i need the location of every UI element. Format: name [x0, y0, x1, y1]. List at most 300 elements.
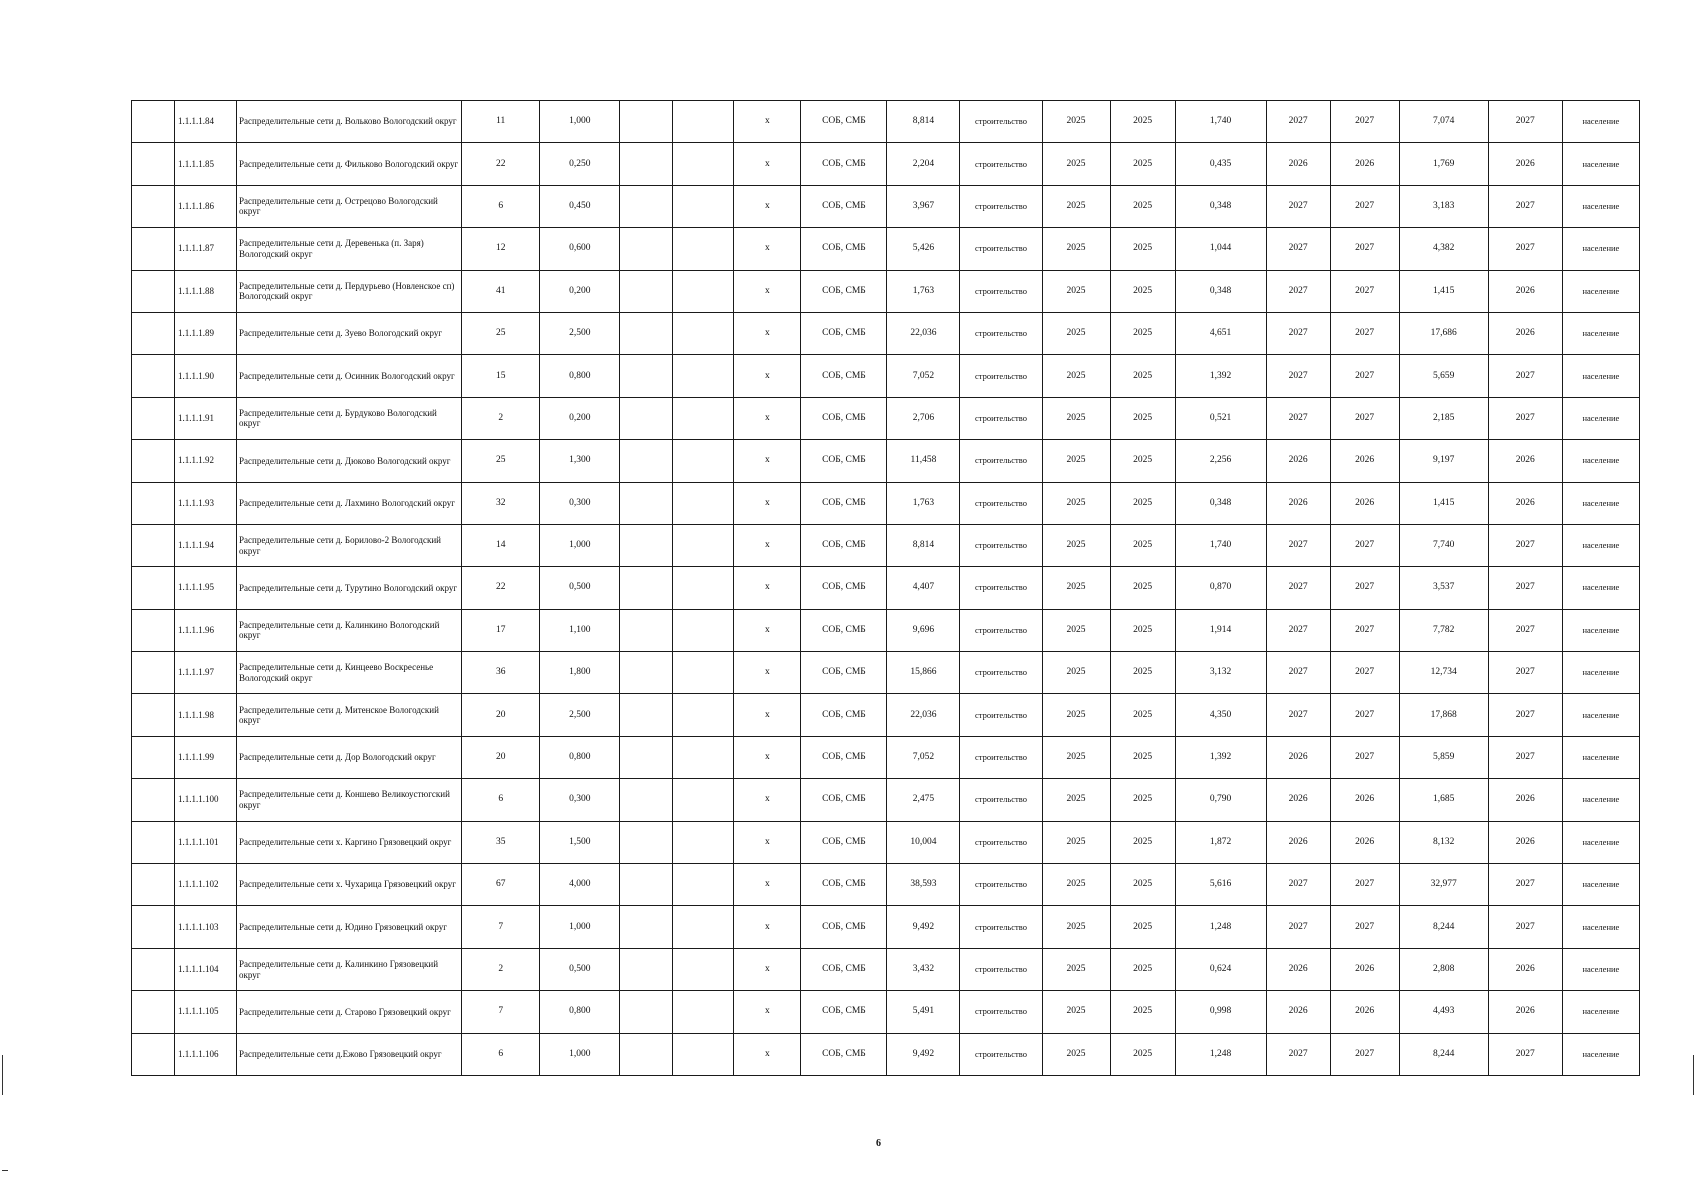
cell-n1: 2: [462, 948, 540, 990]
cell-y4: 2026: [1330, 482, 1399, 524]
cell-y5: 2027: [1488, 567, 1562, 609]
cell-v2: 4,382: [1399, 228, 1488, 270]
cell-src: СОБ, СМБ: [801, 652, 887, 694]
cell-c5: [673, 270, 734, 312]
cell-y2: 2025: [1110, 355, 1175, 397]
table-row: [132, 779, 1640, 821]
cell-c4: [620, 864, 673, 906]
cell-v1: 3,132: [1175, 652, 1266, 694]
cell-cat: население: [1562, 821, 1639, 863]
cell-type: строительство: [960, 270, 1042, 312]
cell-y3: 2027: [1266, 228, 1330, 270]
cell-y5: 2027: [1488, 864, 1562, 906]
cell-v1: 0,870: [1175, 567, 1266, 609]
cell-y2: 2025: [1110, 228, 1175, 270]
cell-v2: 1,685: [1399, 779, 1488, 821]
cell-sum: 15,866: [887, 652, 960, 694]
cell-n2: 4,000: [540, 864, 620, 906]
cell-n1: 32: [462, 482, 540, 524]
cell-y1: 2025: [1042, 609, 1110, 651]
cell-y4: 2026: [1330, 779, 1399, 821]
cell-cat: население: [1562, 524, 1639, 566]
cell-c5: [673, 185, 734, 227]
cell-y5: 2026: [1488, 779, 1562, 821]
cell-sum: 3,967: [887, 185, 960, 227]
cell-y1: 2025: [1042, 440, 1110, 482]
cell-v2: 2,185: [1399, 397, 1488, 439]
cell-y2: 2025: [1110, 906, 1175, 948]
cell-c4: [620, 228, 673, 270]
table-row: [132, 906, 1640, 948]
cell-type: строительство: [960, 228, 1042, 270]
cell-cat: население: [1562, 482, 1639, 524]
cell-v2: 5,859: [1399, 736, 1488, 778]
table-row: [132, 1033, 1640, 1075]
cell-blank: [132, 524, 175, 566]
cell-x: x: [734, 185, 801, 227]
cell-y2: 2025: [1110, 1033, 1175, 1075]
cell-y5: 2027: [1488, 101, 1562, 143]
cell-y4: 2026: [1330, 991, 1399, 1033]
cell-x: x: [734, 906, 801, 948]
cell-n2: 1,000: [540, 524, 620, 566]
table-row: [132, 143, 1640, 185]
cell-x: x: [734, 482, 801, 524]
cell-code: 1.1.1.1.99: [175, 736, 237, 778]
table-row: [132, 694, 1640, 736]
cell-name: Распределительные сети д. Зуево Вологодский округ: [237, 312, 462, 354]
cell-y3: 2027: [1266, 312, 1330, 354]
cell-c5: [673, 143, 734, 185]
cell-c5: [673, 864, 734, 906]
cell-src: СОБ, СМБ: [801, 736, 887, 778]
cell-x: x: [734, 440, 801, 482]
cell-c5: [673, 355, 734, 397]
cell-code: 1.1.1.1.94: [175, 524, 237, 566]
cell-blank: [132, 397, 175, 439]
cell-y5: 2027: [1488, 185, 1562, 227]
cell-y1: 2025: [1042, 736, 1110, 778]
cell-sum: 2,475: [887, 779, 960, 821]
cell-cat: население: [1562, 948, 1639, 990]
cell-sum: 8,814: [887, 101, 960, 143]
cell-y3: 2026: [1266, 736, 1330, 778]
page-number: 6: [876, 1138, 881, 1149]
cell-y1: 2025: [1042, 694, 1110, 736]
cell-v2: 8,244: [1399, 1033, 1488, 1075]
cell-y4: 2027: [1330, 694, 1399, 736]
cell-v1: 1,044: [1175, 228, 1266, 270]
cell-y5: 2027: [1488, 694, 1562, 736]
cell-sum: 1,763: [887, 270, 960, 312]
cell-y1: 2025: [1042, 652, 1110, 694]
cell-y1: 2025: [1042, 143, 1110, 185]
cell-n2: 1,500: [540, 821, 620, 863]
cell-code: 1.1.1.1.92: [175, 440, 237, 482]
cell-type: строительство: [960, 609, 1042, 651]
cell-n1: 6: [462, 779, 540, 821]
cell-c4: [620, 312, 673, 354]
cell-n1: 6: [462, 1033, 540, 1075]
cell-v2: 3,537: [1399, 567, 1488, 609]
cell-c4: [620, 991, 673, 1033]
cell-y2: 2025: [1110, 694, 1175, 736]
cell-v1: 5,616: [1175, 864, 1266, 906]
cell-n1: 6: [462, 185, 540, 227]
cell-y3: 2027: [1266, 185, 1330, 227]
cell-n1: 22: [462, 143, 540, 185]
cell-y1: 2025: [1042, 948, 1110, 990]
cell-name: Распределительные сети д. Пердурьево (Новленское сп) Вологодский округ: [237, 270, 462, 312]
cell-cat: население: [1562, 609, 1639, 651]
cell-v1: 0,521: [1175, 397, 1266, 439]
cell-y2: 2025: [1110, 567, 1175, 609]
cell-n1: 2: [462, 397, 540, 439]
cell-name: Распределительные сети х. Чухарица Грязовецкий округ: [237, 864, 462, 906]
cell-cat: население: [1562, 440, 1639, 482]
cell-v2: 1,769: [1399, 143, 1488, 185]
cell-y4: 2027: [1330, 906, 1399, 948]
cell-cat: население: [1562, 101, 1639, 143]
cell-sum: 8,814: [887, 524, 960, 566]
cell-type: строительство: [960, 1033, 1042, 1075]
cell-cat: население: [1562, 355, 1639, 397]
cell-n2: 1,000: [540, 101, 620, 143]
table-row: [132, 397, 1640, 439]
cell-type: строительство: [960, 482, 1042, 524]
cell-code: 1.1.1.1.95: [175, 567, 237, 609]
cell-blank: [132, 440, 175, 482]
cell-y1: 2025: [1042, 567, 1110, 609]
cell-c5: [673, 736, 734, 778]
cell-x: x: [734, 652, 801, 694]
cell-cat: население: [1562, 864, 1639, 906]
cell-y2: 2025: [1110, 609, 1175, 651]
cell-y4: 2027: [1330, 397, 1399, 439]
cell-blank: [132, 101, 175, 143]
cell-blank: [132, 948, 175, 990]
cell-type: строительство: [960, 185, 1042, 227]
cell-v2: 9,197: [1399, 440, 1488, 482]
cell-v1: 1,248: [1175, 1033, 1266, 1075]
scan-edge-mark: [2, 1055, 3, 1095]
cell-code: 1.1.1.1.101: [175, 821, 237, 863]
cell-y2: 2025: [1110, 143, 1175, 185]
cell-n2: 1,100: [540, 609, 620, 651]
cell-code: 1.1.1.1.87: [175, 228, 237, 270]
cell-v1: 1,872: [1175, 821, 1266, 863]
cell-y2: 2025: [1110, 652, 1175, 694]
cell-name: Распределительные сети д. Фильково Вологодский округ: [237, 143, 462, 185]
cell-v1: 0,348: [1175, 270, 1266, 312]
cell-y3: 2026: [1266, 948, 1330, 990]
cell-src: СОБ, СМБ: [801, 101, 887, 143]
cell-blank: [132, 355, 175, 397]
cell-blank: [132, 694, 175, 736]
cell-y1: 2025: [1042, 821, 1110, 863]
cell-blank: [132, 143, 175, 185]
cell-n1: 17: [462, 609, 540, 651]
cell-y4: 2027: [1330, 609, 1399, 651]
cell-c5: [673, 609, 734, 651]
cell-n1: 14: [462, 524, 540, 566]
cell-sum: 11,458: [887, 440, 960, 482]
table-row: [132, 355, 1640, 397]
cell-y3: 2027: [1266, 906, 1330, 948]
cell-v2: 5,659: [1399, 355, 1488, 397]
cell-y4: 2027: [1330, 1033, 1399, 1075]
cell-y1: 2025: [1042, 312, 1110, 354]
investment-program-table: [131, 100, 1640, 1076]
cell-c5: [673, 948, 734, 990]
cell-y3: 2027: [1266, 864, 1330, 906]
cell-code: 1.1.1.1.100: [175, 779, 237, 821]
cell-y4: 2026: [1330, 143, 1399, 185]
cell-sum: 22,036: [887, 312, 960, 354]
cell-y2: 2025: [1110, 864, 1175, 906]
cell-sum: 4,407: [887, 567, 960, 609]
cell-sum: 3,432: [887, 948, 960, 990]
cell-cat: население: [1562, 694, 1639, 736]
cell-name: Распределительные сети д.Ежово Грязовецкий округ: [237, 1033, 462, 1075]
cell-v2: 7,074: [1399, 101, 1488, 143]
cell-y5: 2027: [1488, 1033, 1562, 1075]
cell-code: 1.1.1.1.93: [175, 482, 237, 524]
cell-y3: 2027: [1266, 1033, 1330, 1075]
cell-v2: 7,782: [1399, 609, 1488, 651]
cell-src: СОБ, СМБ: [801, 567, 887, 609]
cell-x: x: [734, 609, 801, 651]
cell-name: Распределительные сети д. Кинцеево Воскресенье Вологодский округ: [237, 652, 462, 694]
cell-code: 1.1.1.1.96: [175, 609, 237, 651]
table-row: [132, 228, 1640, 270]
cell-x: x: [734, 312, 801, 354]
cell-x: x: [734, 779, 801, 821]
cell-y4: 2027: [1330, 355, 1399, 397]
cell-x: x: [734, 1033, 801, 1075]
cell-y2: 2025: [1110, 524, 1175, 566]
cell-v1: 0,348: [1175, 185, 1266, 227]
cell-src: СОБ, СМБ: [801, 482, 887, 524]
cell-x: x: [734, 355, 801, 397]
cell-type: строительство: [960, 948, 1042, 990]
cell-blank: [132, 567, 175, 609]
cell-y2: 2025: [1110, 482, 1175, 524]
cell-v1: 1,248: [1175, 906, 1266, 948]
cell-y5: 2026: [1488, 991, 1562, 1033]
cell-cat: население: [1562, 1033, 1639, 1075]
cell-n1: 12: [462, 228, 540, 270]
cell-v1: 0,624: [1175, 948, 1266, 990]
cell-x: x: [734, 143, 801, 185]
cell-v2: 7,740: [1399, 524, 1488, 566]
cell-c4: [620, 948, 673, 990]
cell-n2: 0,300: [540, 482, 620, 524]
cell-c4: [620, 779, 673, 821]
cell-type: строительство: [960, 440, 1042, 482]
table-row: [132, 991, 1640, 1033]
cell-code: 1.1.1.1.102: [175, 864, 237, 906]
cell-y1: 2025: [1042, 270, 1110, 312]
cell-y3: 2027: [1266, 397, 1330, 439]
cell-c4: [620, 397, 673, 439]
cell-v1: 1,392: [1175, 736, 1266, 778]
cell-n2: 0,500: [540, 948, 620, 990]
cell-code: 1.1.1.1.104: [175, 948, 237, 990]
cell-n2: 0,600: [540, 228, 620, 270]
table-row: [132, 609, 1640, 651]
cell-y1: 2025: [1042, 185, 1110, 227]
cell-c5: [673, 652, 734, 694]
cell-type: строительство: [960, 864, 1042, 906]
cell-code: 1.1.1.1.85: [175, 143, 237, 185]
cell-cat: население: [1562, 185, 1639, 227]
cell-x: x: [734, 948, 801, 990]
cell-y5: 2027: [1488, 355, 1562, 397]
cell-y1: 2025: [1042, 991, 1110, 1033]
cell-n1: 25: [462, 312, 540, 354]
cell-n2: 0,500: [540, 567, 620, 609]
cell-c4: [620, 185, 673, 227]
cell-c4: [620, 143, 673, 185]
cell-y1: 2025: [1042, 355, 1110, 397]
cell-v1: 4,651: [1175, 312, 1266, 354]
cell-sum: 2,204: [887, 143, 960, 185]
cell-y3: 2026: [1266, 821, 1330, 863]
table-row: [132, 736, 1640, 778]
cell-v2: 17,686: [1399, 312, 1488, 354]
cell-name: Распределительные сети д. Острецово Вологодский округ: [237, 185, 462, 227]
cell-y4: 2027: [1330, 312, 1399, 354]
cell-x: x: [734, 991, 801, 1033]
cell-sum: 22,036: [887, 694, 960, 736]
cell-c4: [620, 821, 673, 863]
cell-y3: 2027: [1266, 101, 1330, 143]
cell-blank: [132, 312, 175, 354]
cell-blank: [132, 991, 175, 1033]
cell-y2: 2025: [1110, 779, 1175, 821]
cell-cat: население: [1562, 143, 1639, 185]
cell-v2: 3,183: [1399, 185, 1488, 227]
cell-n2: 0,200: [540, 270, 620, 312]
cell-sum: 9,492: [887, 906, 960, 948]
cell-blank: [132, 864, 175, 906]
cell-name: Распределительные сети д. Вольково Вологодский округ: [237, 101, 462, 143]
cell-y3: 2026: [1266, 779, 1330, 821]
cell-y3: 2027: [1266, 652, 1330, 694]
cell-y4: 2027: [1330, 185, 1399, 227]
cell-y4: 2027: [1330, 864, 1399, 906]
cell-code: 1.1.1.1.90: [175, 355, 237, 397]
cell-type: строительство: [960, 991, 1042, 1033]
cell-src: СОБ, СМБ: [801, 397, 887, 439]
cell-src: СОБ, СМБ: [801, 906, 887, 948]
cell-y2: 2025: [1110, 185, 1175, 227]
cell-name: Распределительные сети д. Старово Грязовецкий округ: [237, 991, 462, 1033]
cell-c5: [673, 567, 734, 609]
cell-y2: 2025: [1110, 948, 1175, 990]
cell-y5: 2026: [1488, 270, 1562, 312]
cell-y2: 2025: [1110, 736, 1175, 778]
cell-y2: 2025: [1110, 101, 1175, 143]
cell-y2: 2025: [1110, 397, 1175, 439]
cell-blank: [132, 185, 175, 227]
cell-n2: 0,800: [540, 991, 620, 1033]
cell-src: СОБ, СМБ: [801, 312, 887, 354]
cell-code: 1.1.1.1.91: [175, 397, 237, 439]
cell-sum: 2,706: [887, 397, 960, 439]
cell-c5: [673, 1033, 734, 1075]
cell-x: x: [734, 694, 801, 736]
cell-x: x: [734, 270, 801, 312]
cell-sum: 5,491: [887, 991, 960, 1033]
cell-code: 1.1.1.1.84: [175, 101, 237, 143]
cell-code: 1.1.1.1.86: [175, 185, 237, 227]
table-row: [132, 948, 1640, 990]
cell-name: Распределительные сети д. Турутино Вологодский округ: [237, 567, 462, 609]
cell-y3: 2027: [1266, 524, 1330, 566]
cell-type: строительство: [960, 821, 1042, 863]
cell-sum: 5,426: [887, 228, 960, 270]
cell-n1: 41: [462, 270, 540, 312]
cell-y5: 2026: [1488, 482, 1562, 524]
cell-blank: [132, 906, 175, 948]
table-body: [132, 101, 1640, 1076]
cell-blank: [132, 609, 175, 651]
cell-n1: 20: [462, 736, 540, 778]
cell-blank: [132, 779, 175, 821]
cell-y4: 2027: [1330, 736, 1399, 778]
table-row: [132, 652, 1640, 694]
cell-name: Распределительные сети д. Бурдуково Вологодский округ: [237, 397, 462, 439]
cell-src: СОБ, СМБ: [801, 143, 887, 185]
cell-y3: 2027: [1266, 355, 1330, 397]
cell-y3: 2027: [1266, 270, 1330, 312]
table-row: [132, 482, 1640, 524]
cell-v2: 8,244: [1399, 906, 1488, 948]
cell-name: Распределительные сети д. Деревенька (п. Заря) Вологодский округ: [237, 228, 462, 270]
cell-c4: [620, 1033, 673, 1075]
cell-name: Распределительные сети д. Борилово-2 Вологодский округ: [237, 524, 462, 566]
cell-v1: 1,740: [1175, 101, 1266, 143]
cell-type: строительство: [960, 524, 1042, 566]
cell-code: 1.1.1.1.106: [175, 1033, 237, 1075]
cell-sum: 38,593: [887, 864, 960, 906]
cell-v2: 2,808: [1399, 948, 1488, 990]
cell-c4: [620, 101, 673, 143]
cell-y2: 2025: [1110, 270, 1175, 312]
cell-y1: 2025: [1042, 779, 1110, 821]
cell-y4: 2027: [1330, 567, 1399, 609]
cell-name: Распределительные сети д. Дор Вологодский округ: [237, 736, 462, 778]
cell-c5: [673, 482, 734, 524]
table-row: [132, 312, 1640, 354]
cell-cat: население: [1562, 779, 1639, 821]
cell-y3: 2026: [1266, 143, 1330, 185]
cell-y3: 2027: [1266, 609, 1330, 651]
cell-code: 1.1.1.1.105: [175, 991, 237, 1033]
cell-src: СОБ, СМБ: [801, 228, 887, 270]
cell-c5: [673, 906, 734, 948]
cell-y5: 2026: [1488, 948, 1562, 990]
cell-v1: 0,998: [1175, 991, 1266, 1033]
cell-y5: 2027: [1488, 228, 1562, 270]
cell-y5: 2026: [1488, 312, 1562, 354]
cell-y4: 2026: [1330, 440, 1399, 482]
table-row: [132, 864, 1640, 906]
cell-y1: 2025: [1042, 397, 1110, 439]
cell-n2: 2,500: [540, 312, 620, 354]
